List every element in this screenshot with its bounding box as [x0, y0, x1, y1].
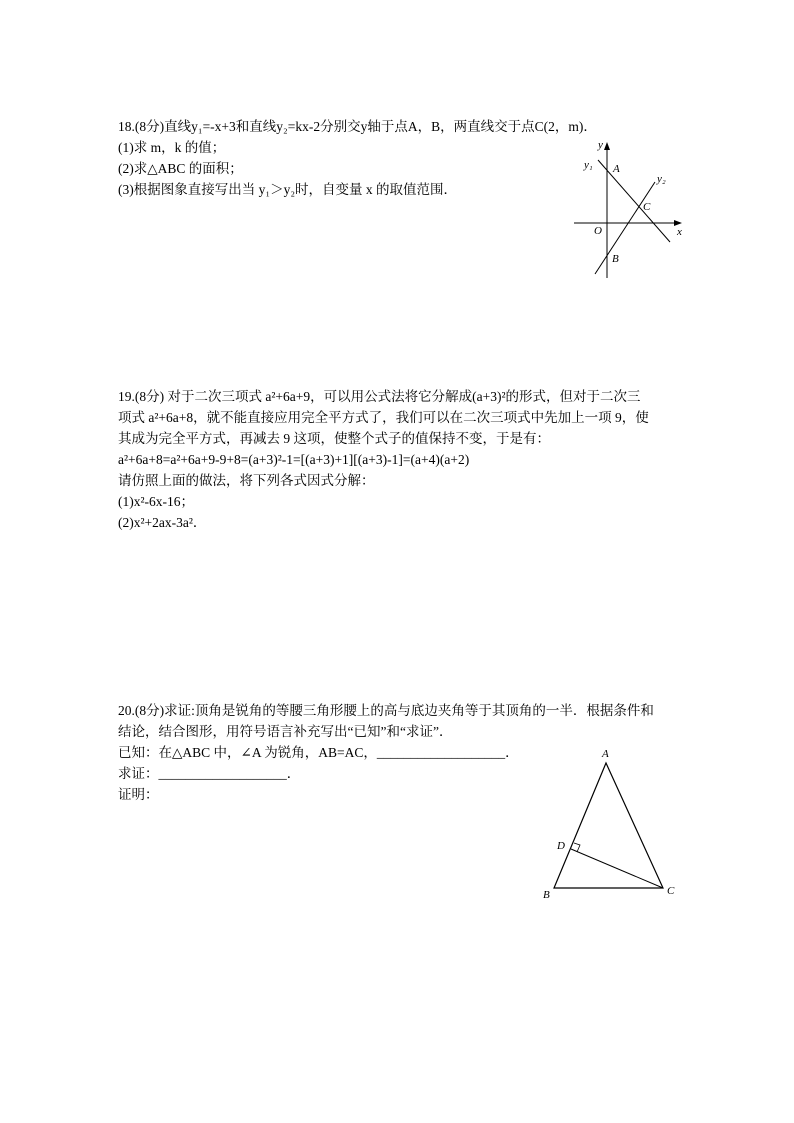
q20-line2: 结论，结合图形，用符号语言补充写出“已知”和“求证”．: [118, 724, 453, 739]
q19-part1: (1)x²-6x-16；: [118, 494, 195, 509]
q18-part1: (1)求 m，k 的值；: [118, 140, 226, 155]
q20-triangle-figure: [540, 745, 685, 905]
label-y-axis: y: [598, 140, 603, 151]
triangle-abc: [554, 763, 663, 888]
label-B: B: [612, 253, 619, 265]
label-D: D: [557, 840, 565, 852]
q20-given: 已知：在△ABC 中，∠A 为锐角，AB=AC，___________________．: [118, 745, 519, 760]
q19-line1: 19.(8分) 对于二次三项式 a²+6a+9，可以用公式法将它分解成(a+3)²的形式，但对于二次三: [118, 389, 641, 404]
label-A: A: [613, 163, 620, 175]
q20-line1: 20.(8分)求证:顶角是锐角的等腰三角形腰上的高与底边夹角等于其顶角的一半．根据条件和: [118, 703, 654, 718]
line-y2: [595, 182, 655, 274]
q19-part2: (2)x²+2ax-3a²．: [118, 515, 207, 530]
q18-part2: (2)求△ABC 的面积；: [118, 161, 243, 176]
label-C: C: [643, 201, 651, 213]
q18-graph-figure: [570, 140, 695, 285]
q18-part3: (3)根据图象直接写出当 y₁＞y₂时，自变量 x 的取值范围．: [118, 182, 458, 197]
q18-stem: 18.(8分)直线y₁=-x+3和直线y₂=kx-2分别交y轴于点A，B，两直线交于点C(2，m)．: [118, 119, 597, 134]
label-x-axis: x: [677, 226, 682, 238]
label-y2: y₂: [657, 173, 666, 185]
q19-line4: a²+6a+8=a²+6a+9-9+8=(a+3)²-1=[(a+3)+1][(a+3)-1]=(a+4)(a+2): [118, 452, 470, 467]
q20-prove: 求证：___________________．: [118, 766, 301, 781]
q19-line2: 项式 a²+6a+8，就不能直接应用完全平方式了，我们可以在二次三项式中先加上一项 9，使: [118, 410, 649, 425]
q19-line5: 请仿照上面的做法，将下列各式因式分解：: [118, 473, 375, 488]
label-B: B: [543, 889, 550, 901]
label-A: A: [602, 748, 609, 760]
label-C: C: [667, 885, 675, 897]
altitude-cd: [571, 849, 663, 888]
q20-proof: 证明：: [118, 787, 159, 802]
label-y1: y₁: [584, 159, 593, 171]
y-axis-arrow: [604, 142, 610, 150]
label-O: O: [594, 225, 602, 237]
q19-line3: 其成为完全平方式，再减去 9 这项，使整个式子的值保持不变，于是有：: [118, 431, 550, 446]
